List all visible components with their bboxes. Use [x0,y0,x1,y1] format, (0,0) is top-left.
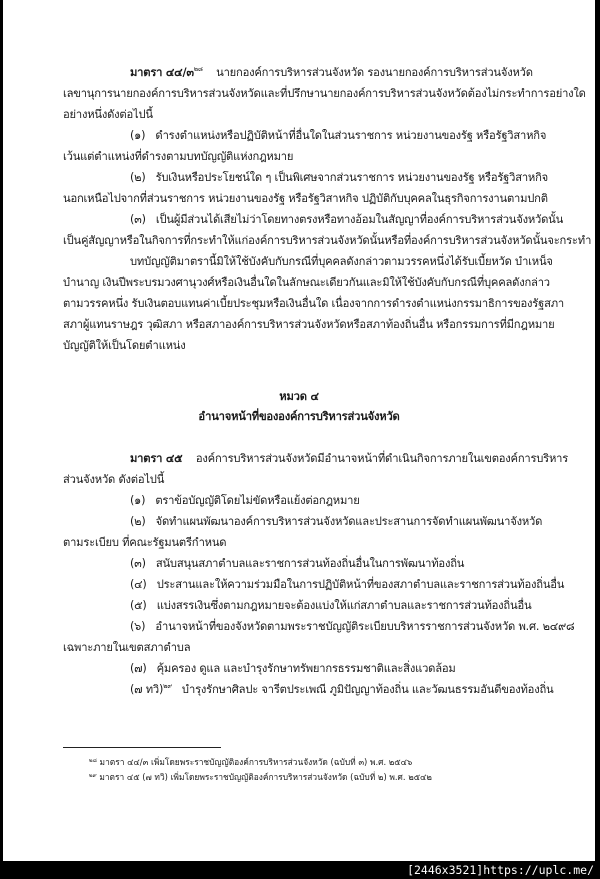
section-44-3-item-1-cont: เว้นแต่ตำแหน่งที่ดำรงตามบทบัญญัติแห่งกฎหมาย [63,150,294,163]
item-text: จัดทำแผนพัฒนาองค์การบริหารส่วนจังหวัดและประสานการจัดทำแผนพัฒนาจังหวัด [155,515,543,528]
section-45-item-2-cont: ตามระเบียบ ที่คณะรัฐมนตรีกำหนด [63,536,227,549]
item-number: (๕) [130,599,147,612]
item-number: (๑) [130,494,146,507]
section-45-item-5 [130,599,531,613]
section-44-3-first-line [130,66,533,80]
chapter-title: อำนาจหน้าที่ขององค์การบริหารส่วนจังหวัด [198,410,400,423]
section-44-3-proviso-3: ตามวรรคหนึ่ง รับเงินตอบแทนค่าเบี้ยประชุมหรือเงินอื่นใด เนื่องจากการดำรงตำแหน่งกรรมาธิการของรัฐสภา [63,297,564,310]
image-watermark: [2446x3521]https://uplc.me/ [407,863,594,877]
section-45-label: มาตรา ๔๕ [130,452,183,465]
item-text: คุ้มครอง ดูแล และบำรุงรักษาทรัพยากรธรรมชาติและสิ่งแวดล้อม [156,662,456,675]
item-number: (๓) [130,213,146,226]
chapter-number: หมวด ๔ [279,390,319,403]
section-45-item-7 [130,662,456,676]
item-number: (๓) [130,557,146,570]
item-text: รับเงินหรือประโยชน์ใด ๆ เป็นพิเศษจากส่วนราชการ หน่วยงานของรัฐ หรือรัฐวิสาหกิจ [155,171,549,184]
footnote-ref-29[interactable]: ๒๙ [163,682,172,690]
section-45-item-1 [130,494,360,508]
section-44-3-label: มาตรา ๔๔/๓ [130,66,194,79]
item-text: ดำรงตำแหน่งหรือปฏิบัติหน้าที่อื่นใดในส่วนราชการ หน่วยงานของรัฐ หรือรัฐวิสาหกิจ [155,129,547,142]
footnote-28 [89,757,412,768]
section-45-item-3 [130,557,464,571]
item-text: ตราข้อบัญญัติโดยไม่ขัดหรือแย้งต่อกฎหมาย [155,494,360,507]
section-44-3-item-1 [130,129,546,143]
item-text: บำรุงรักษาศิลปะ จารีตประเพณี ภูมิปัญญาท้องถิ่น และวัฒนธรรมอันดีของท้องถิ่น [181,683,554,696]
section-44-3-line3: อย่างหนึ่งดังต่อไปนี้ [63,108,153,121]
section-45-item-6 [130,620,574,634]
item-number: (๒) [130,515,146,528]
footnote-divider [63,747,221,748]
section-45-item-4 [130,578,564,592]
item-text: สนับสนุนสภาตำบลและราชการส่วนท้องถิ่นอื่นในการพัฒนาท้องถิ่น [155,557,465,570]
item-number: (๗ ทวิ) [130,683,164,696]
section-44-3-proviso-4: สภาผู้แทนราษฎร วุฒิสภา หรือสภาองค์การบริหารส่วนจังหวัดหรือสภาท้องถิ่นอื่น หรือกรรมการที่มีกฎหมาย [63,318,555,331]
section-44-3-proviso-2: บำนาญ เงินปีพระบรมวงศานุวงศ์หรือเงินอื่นใดในลักษณะเดียวกันและมิให้ใช้บังคับกับกรณีที่บุคคลดังกล่าว [63,276,550,289]
item-text: เป็นผู้มีส่วนได้เสียไม่ว่าโดยทางตรงหรือทางอ้อมในสัญญาที่องค์การบริหารส่วนจังหวัดนั้น [155,213,564,226]
section-45-item-6-cont: เฉพาะภายในเขตสภาตำบล [63,641,191,654]
item-number: (๑) [130,129,146,142]
section-44-3-item-2-cont: นอกเหนือไปจากที่ส่วนราชการ หน่วยงานของรัฐ หรือรัฐวิสาหกิจ ปฏิบัติกับบุคคลในธุรกิจการงานตามปกติ [63,192,548,205]
footnote-marker: ๒๘ [89,758,97,764]
section-45-first-line [130,452,568,466]
section-44-3-line2: เลขานุการนายกองค์การบริหารส่วนจังหวัดและที่ปรึกษานายกองค์การบริหารส่วนจังหวัดต้องไม่กระทำการอย่างใด [63,87,586,100]
item-text: ประสานและให้ความร่วมมือในการปฏิบัติหน้าที่ของสภาตำบลและราชการส่วนท้องถิ่นอื่น [156,578,565,591]
footnote-marker: ๒๙ [89,773,97,779]
section-44-3-proviso-1: บทบัญญัติมาตรานี้มิให้ใช้บังคับกับกรณีที่บุคคลดังกล่าวตามวรรคหนึ่งได้รับเบี้ยหวัด บำเหน็จ [130,255,553,268]
section-44-3-text: นายกองค์การบริหารส่วนจังหวัด รองนายกองค์การบริหารส่วนจังหวัด [216,66,533,79]
document-page [3,0,595,861]
footnote-text: มาตรา ๔๕ (๗ ทวิ) เพิ่มโดยพระราชบัญญัติองค์การบริหารส่วนจังหวัด (ฉบับที่ ๒) พ.ศ. ๒๕๔๒ [99,772,432,782]
section-44-3-proviso-5: บัญญัติให้เป็นโดยตำแหน่ง [63,339,186,352]
footnote-29 [89,772,432,783]
section-44-3-item-2 [130,171,548,185]
item-number: (๖) [130,620,146,633]
section-45-text: องค์การบริหารส่วนจังหวัดมีอำนาจหน้าที่ดำเนินกิจการภายในเขตองค์การบริหาร [195,452,569,465]
footnote-text: มาตรา ๔๔/๓ เพิ่มโดยพระราชบัญญัติองค์การบริหารส่วนจังหวัด (ฉบับที่ ๓) พ.ศ. ๒๕๔๖ [99,757,413,767]
item-text: อำนาจหน้าที่ของจังหวัดตามพระราชบัญญัติระเบียบบริหารราชการส่วนจังหวัด พ.ศ. ๒๔๙๘ [155,620,575,633]
section-45-line2: ส่วนจังหวัด ดังต่อไปนี้ [63,473,165,486]
item-text: แบ่งสรรเงินซึ่งตามกฎหมายจะต้องแบ่งให้แก่สภาตำบลและราชการส่วนท้องถิ่นอื่น [156,599,532,612]
section-45-item-7-bis [130,683,553,697]
item-number: (๗) [130,662,147,675]
section-44-3-item-3 [130,213,563,227]
section-44-3-item-3-cont: เป็นคู่สัญญาหรือในกิจการที่กระทำให้แก่องค์การบริหารส่วนจังหวัดนั้นหรือที่องค์การบริหารส่วนจังหวัดนั้นจะกระทำ [63,234,592,247]
item-number: (๔) [130,578,147,591]
item-number: (๒) [130,171,146,184]
footnote-ref-28[interactable]: ๒๘ [193,65,203,73]
section-45-item-2 [130,515,542,529]
